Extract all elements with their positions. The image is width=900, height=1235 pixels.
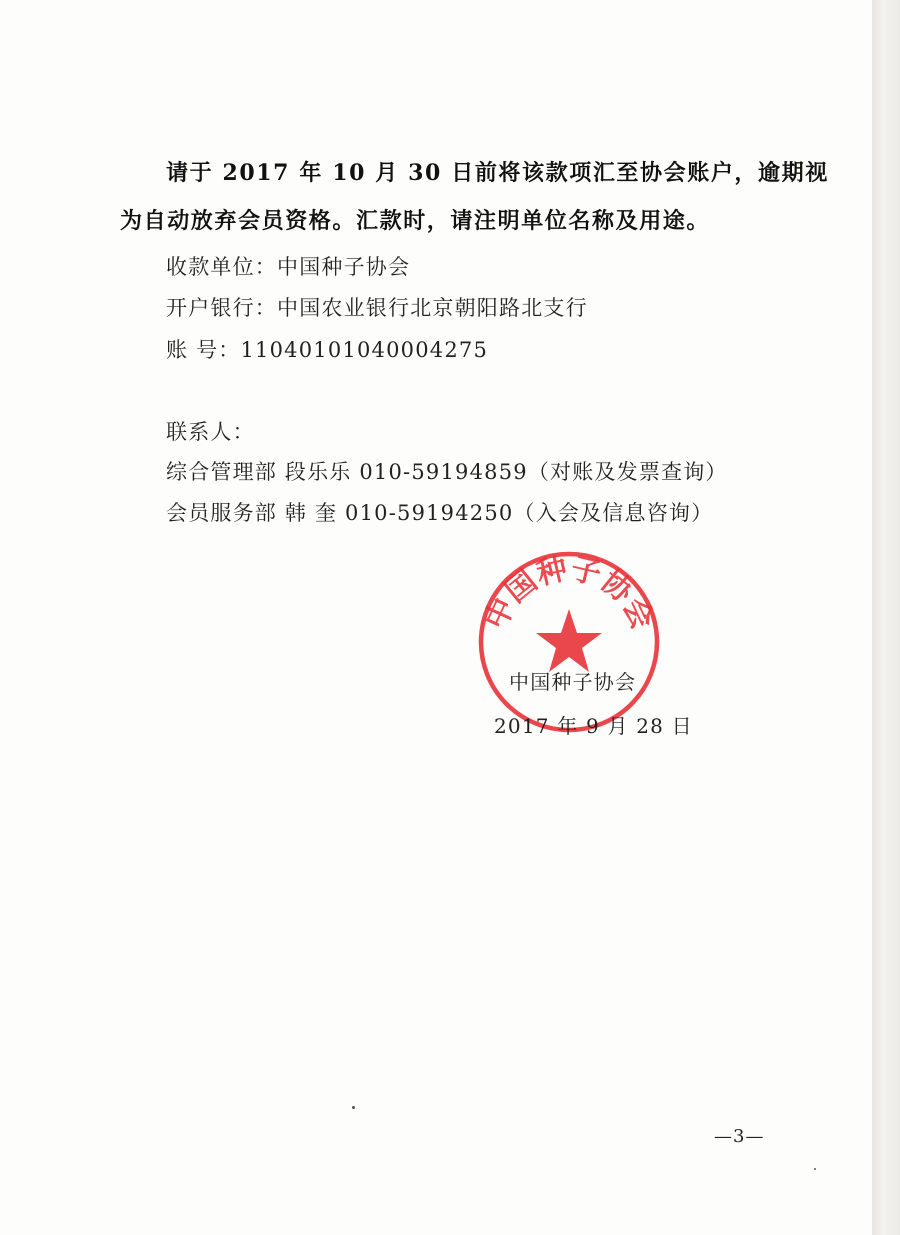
contact-line-2: 会员服务部 韩 奎 010-59194250（入会及信息咨询） <box>166 501 714 525</box>
signature-date: 2017 年 9 月 28 日 <box>494 714 693 738</box>
paragraph-line-2: 为自动放弃会员资格。汇款时，请注明单位名称及用途。 <box>120 208 711 234</box>
signature-org: 中国种子协会 <box>509 670 637 694</box>
bank-line: 开户银行：中国农业银行北京朝阳路北支行 <box>166 296 588 320</box>
page-number: —3— <box>714 1126 765 1147</box>
contacts-heading: 联系人： <box>166 420 255 444</box>
paragraph-line-1: 请于 2017 年 10 月 30 日前将该款项汇至协会账户，逾期视 <box>166 160 829 186</box>
seal-star-icon <box>536 609 602 672</box>
seal-text: 中国种子协会 <box>478 551 660 635</box>
contact-line-1: 综合管理部 段乐乐 010-59194859（对账及发票查询） <box>166 460 728 484</box>
page-edge-shadow <box>872 0 900 1235</box>
paper-speck <box>814 1168 816 1170</box>
paper-speck <box>352 1106 355 1109</box>
payee-line: 收款单位：中国种子协会 <box>166 255 411 279</box>
official-seal-stamp <box>474 547 664 737</box>
account-line: 账 号：11040101040004275 <box>166 338 489 362</box>
